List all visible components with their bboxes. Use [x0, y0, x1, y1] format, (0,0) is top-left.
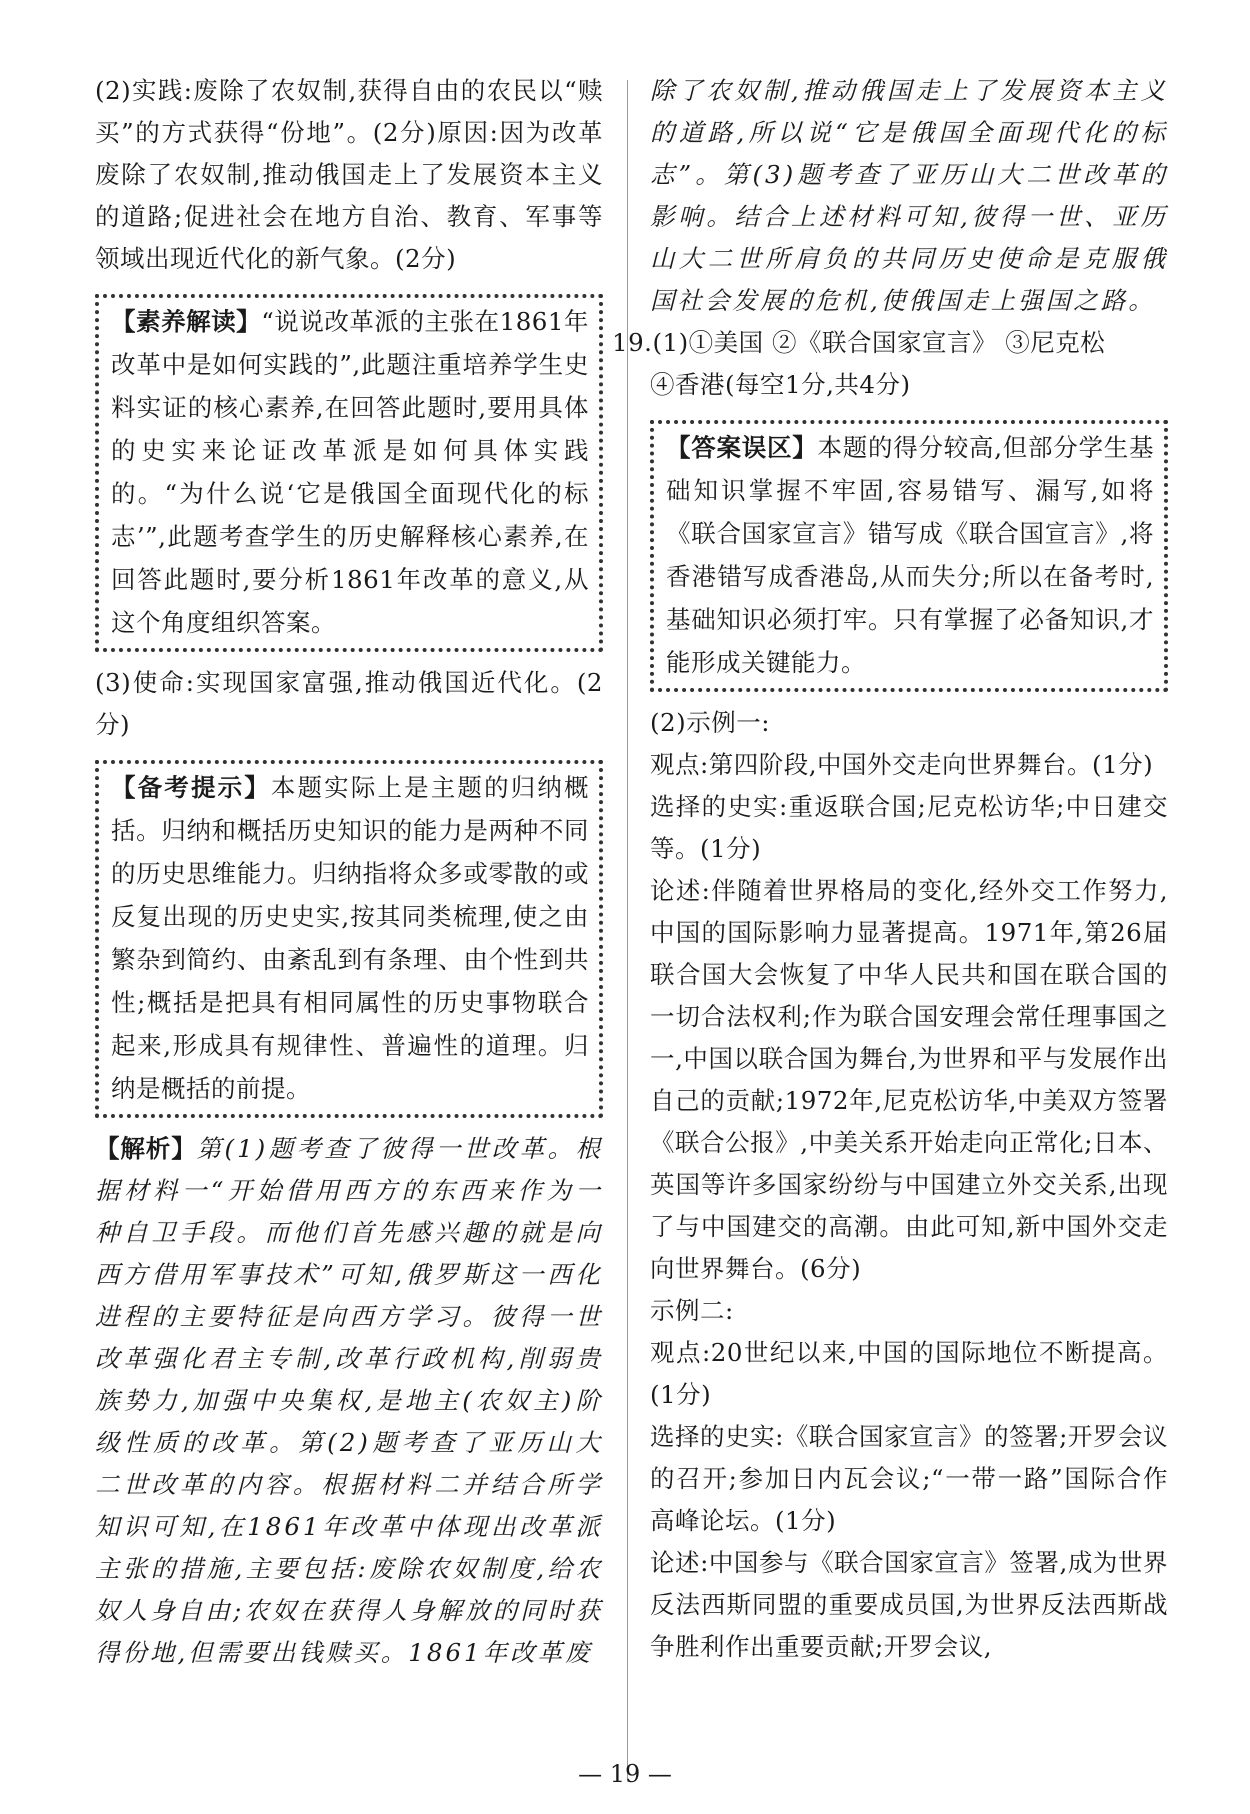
- question-number: 19.: [612, 328, 653, 357]
- box-tag: 【答案误区】: [666, 433, 818, 462]
- exam-tips-box: [95, 760, 603, 1118]
- example-2-facts: 选择的史实:《联合国家宣言》的签署;开罗会议的召开;参加日内瓦会议;“一带一路”国际合作高峰论坛。(1分): [650, 1422, 1168, 1535]
- right-column: [612, 70, 1168, 1668]
- example-2-argument: 论述:中国参与《联合国家宣言》签署,成为世界反法西斯同盟的重要成员国,为世界反法西斯战争胜利作出重要贡献;开罗会议,: [650, 1548, 1168, 1661]
- box-tag: 【备考提示】: [111, 773, 271, 802]
- example-1-viewpoint: 观点:第四阶段,中国外交走向世界舞台。(1分): [650, 750, 1154, 779]
- answer-2-text: (2)实践:废除了农奴制,获得自由的农民以“赎买”的方式获得“份地”。(2分)原因:因为改革废除了农奴制,推动俄国走上了发展资本主义的道路;促进社会在地方自治、教育、军事等领域出现近代化的新气象。(2分): [95, 76, 603, 273]
- analysis-paragraph: [95, 1128, 603, 1674]
- analysis-text: 第(1)题考查了彼得一世改革。根据材料一“开始借用西方的东西来作为一种自卫手段。而他们首先感兴趣的就是向西方借用军事技术”可知,俄罗斯这一西化进程的主要特征是向西方学习。彼得一世改革强化君主专制,改革行政机构,削弱贵族势力,加强中央集权,是地主(农奴主)阶级性质的改革。第(2)题考查了亚历山大二世改革的内容。根据材料二并结合所学知识可知,在1861年改革中体现出改革派主张的措施,主要包括:废除农奴制度,给农奴人身自由;农奴在获得人身解放的同时获得份地,但需要出钱赎买。1861年改革废: [95, 1134, 604, 1667]
- exam-tips-paragraph: [111, 766, 589, 1110]
- question-19-answer-line2: ④香港(每空1分,共4分): [650, 370, 911, 399]
- example-2-title: 示例二:: [650, 1296, 734, 1325]
- box-text: “说说改革派的主张在1861年改革中是如何实践的”,此题注重培养学生史料实证的核心素养,在回答此题时,要用具体的史实来论证改革派是如何具体实践的。“为什么说‘它是俄国全面现代化的标志’”,此题考查学生的历史解释核心素养,在回答此题时,要分析1861年改革的意义,从这个角度组织答案。: [111, 307, 590, 637]
- analysis-continued-text: 除了农奴制,推动俄国走上了发展资本主义的道路,所以说“它是俄国全面现代化的标志”。第(3)题考查了亚历山大二世改革的影响。结合上述材料可知,彼得一世、亚历山大二世所肩负的共同历史使命是克服俄国社会发展的危机,使俄国走上强国之路。: [650, 76, 1168, 315]
- left-column: [95, 70, 603, 1674]
- literacy-interpretation-box: [95, 294, 603, 652]
- example-1-title: (2)示例一:: [650, 708, 770, 737]
- question-19-answer-line1: (1)①美国 ②《联合国家宣言》 ③尼克松: [652, 328, 1106, 357]
- question-19-part1: [612, 322, 1168, 364]
- answer-3-text: (3)使命:实现国家富强,推动俄国近代化。(2分): [95, 668, 603, 739]
- answer-pitfalls-paragraph: [666, 426, 1154, 684]
- analysis-tag: 【解析】: [95, 1134, 197, 1163]
- page-number: — 19 —: [578, 1760, 672, 1788]
- box-tag: 【素养解读】: [111, 307, 262, 336]
- box-text: 本题的得分较高,但部分学生基础知识掌握不牢固,容易错写、漏写,如将《联合国家宣言》错写成《联合国宣言》,将香港错写成香港岛,从而失分;所以在备考时,基础知识必须打牢。只有掌握了必备知识,才能形成关键能力。: [666, 433, 1155, 677]
- literacy-interpretation-paragraph: [111, 300, 589, 644]
- box-text: 本题实际上是主题的归纳概括。归纳和概括历史知识的能力是两种不同的历史思维能力。归纳指将众多或零散的或反复出现的历史史实,按其同类梳理,使之由繁杂到简约、由紊乱到有条理、由个性到共性;概括是把具有相同属性的历史事物联合起来,形成具有规律性、普遍性的道理。归纳是概括的前提。: [111, 773, 590, 1103]
- example-1-facts: 选择的史实:重返联合国;尼克松访华;中日建交等。(1分): [650, 792, 1168, 863]
- example-1-argument: 论述:伴随着世界格局的变化,经外交工作努力,中国的国际影响力显著提高。1971年,第26届联合国大会恢复了中华人民共和国在联合国的一切合法权利;作为联合国安理会常任理事国之一,中国以联合国为舞台,为世界和平与发展作出自己的贡献;1972年,尼克松访华,中美双方签署《联合公报》,中美关系开始走向正常化;日本、英国等许多国家纷纷与中国建立外交关系,出现了与中国建交的高潮。由此可知,新中国外交走向世界舞台。(6分): [650, 876, 1168, 1283]
- example-2-viewpoint: 观点:20世纪以来,中国的国际地位不断提高。(1分): [650, 1338, 1168, 1409]
- answer-pitfalls-box: [650, 420, 1168, 692]
